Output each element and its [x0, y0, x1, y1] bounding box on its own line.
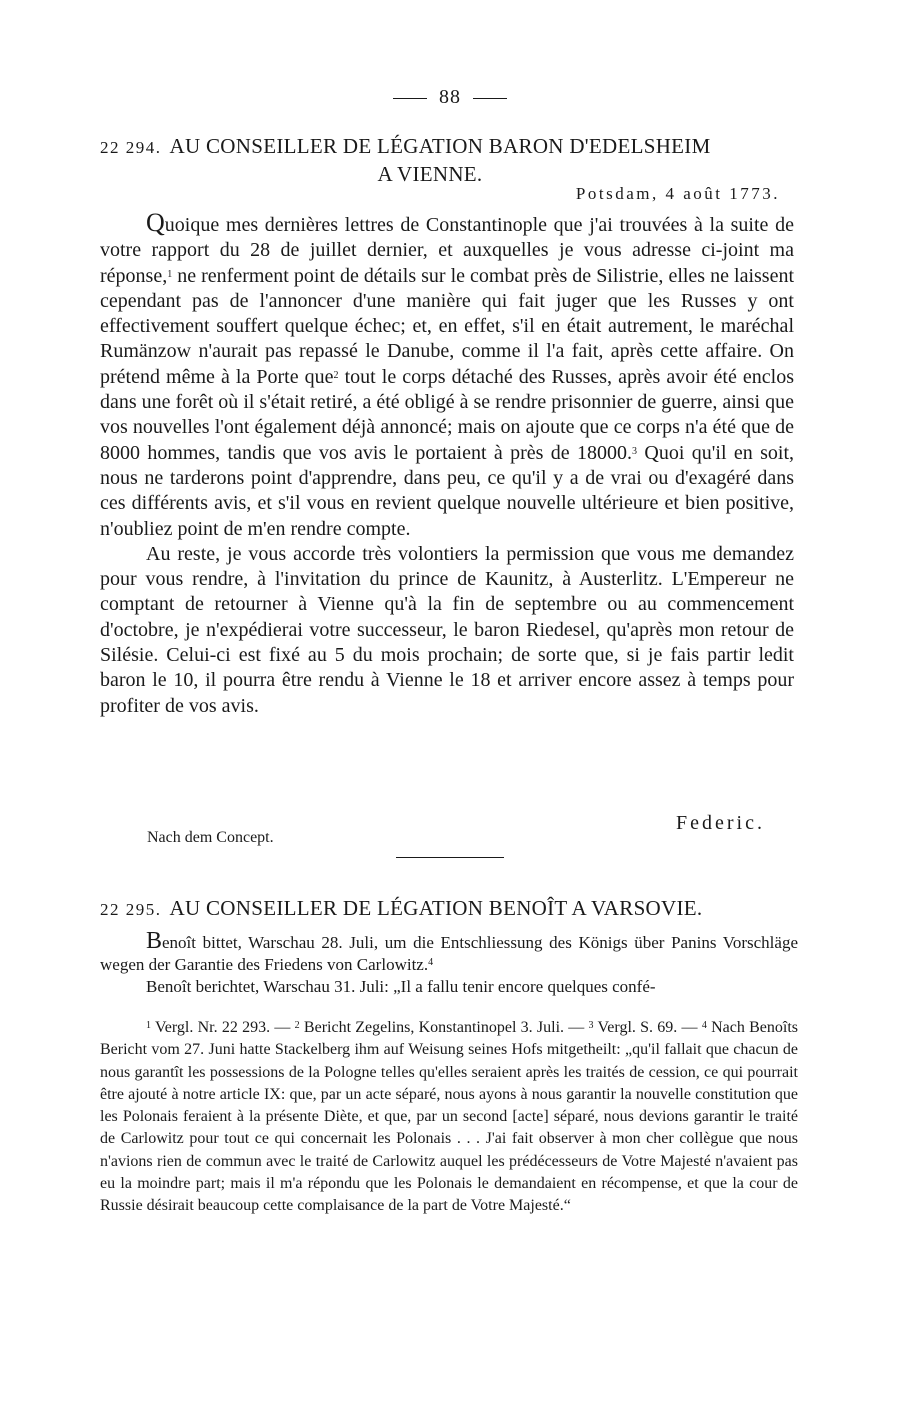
letter-2-body: [100, 928, 798, 997]
letter-1-paragraph-1: [100, 210, 794, 542]
footnote-text: Vergl. S. 69. —: [593, 1019, 702, 1036]
page-number-dash-right: [473, 98, 507, 99]
signature: Federic.: [676, 812, 765, 834]
footnote-ref-1: 1: [167, 268, 173, 280]
page-number: [0, 86, 900, 109]
drop-cap: Q: [146, 208, 165, 237]
footnote-ref-2: 2: [333, 369, 339, 381]
footnote-ref-3: 3: [632, 445, 638, 457]
letter-2-paragraph-2: Benoît berichtet, Warschau 31. Juli: „Il a fallu tenir encore quelques confé-: [146, 976, 656, 996]
footnote-marker-4: 4: [701, 1020, 707, 1031]
text-run: ne renferment point de détails sur le combat près de Silistrie, elles ne laissent cependant pas de l'annoncer d'une manière qui fait juger que les Russes y ont effectivement souffert quelque échec; et, en effet, s'il en était autrement, le maréchal Rumänzow n'aurait pas repassé le Danube, comme il l'a fait, après cette affaire. On prétend même à la Porte que: [100, 264, 794, 388]
drop-cap: B: [146, 928, 163, 954]
source-note: Nach dem Concept.: [147, 829, 274, 846]
page-number-value: 88: [439, 86, 461, 108]
text-run: enoît bittet, Warschau 28. Juli, um die Entschliessung des Königs über Panins Vorschläge wegen der Garantie des Friedens von Carlowitz.: [100, 933, 798, 974]
footnote-marker-1: 1: [146, 1020, 151, 1031]
letter-2-heading-text: AU CONSEILLER DE LÉGATION BENOÎT A VARSOVIE.: [169, 896, 703, 920]
text-run: uoique mes dernières lettres de Constantinople que j'ai trouvées à la suite de votre rapport du 28 de juillet dernier, et auxquelles je vous adresse ci-joint ma réponse,: [100, 214, 794, 287]
footnotes: [100, 1017, 798, 1218]
letter-1-heading: [100, 133, 800, 187]
letter-1-heading-line2: A VIENNE.: [377, 162, 483, 186]
letter-1-heading-line1: AU CONSEILLER DE LÉGATION BARON D'EDELSHEIM: [169, 134, 711, 158]
page-number-dash-left: [393, 98, 427, 99]
text-run: tout le corps détaché des Russes, après avoir été enclos dans une forêt où il s'était retiré, a été obligé à se rendre prisonnier de guerre, ainsi que vos nouvelles l'ont également déjà annoncé; mais on ajoute que ce corps n'a été que de 8000 hommes, tandis que vos avis le portaient à près de 18000.: [100, 365, 794, 464]
footnote-text: Nach Benoîts Bericht vom 27. Juni hatte Stackelberg ihm auf Weisung seines Hofs mitgetheilt: „qu'il fallait que chacun de nous garantît les possessions de la Pologne telles qu'elles seraient après les traités de cession, ce qui pourrait être ajouté à notre article IX: que, par un acte séparé, nous ayons à nous garantir la nouvelle constitution que les Polonais feraient à la présente Diète, et que, par un second [acte] séparé, nous devions garantir le traité de Carlowitz pour tout ce qui concernait les Polonais . . . J'ai fait observer à mon cher collègue que nous n'avions rien de commun avec le traité de Carlowitz auquel les prédécesseurs de Votre Majesté n'avaient pas eu la moindre part; mais il m'a répondu que les Polonais le demandaient en récompense, et que la cour de Russie désirait beaucoup cette complaisance de la part de Votre Majesté.“: [100, 1019, 798, 1215]
letter-1-place-date: Potsdam, 4 août 1773.: [575, 184, 780, 203]
letter-1-body: [100, 210, 794, 719]
text-run: Quoi qu'il en soit, nous ne tarderons point d'apprendre, dans peu, ce qu'il y a de vrai ou d'exagéré dans ces différents avis, et s'il vous en revient quelque nouvelle ultérieure et bien positive, n'oubliez point de m'en rendre compte.: [100, 441, 794, 540]
footnote-text: Vergl. Nr. 22 293. —: [154, 1019, 295, 1036]
letter-2-number: 22 295.: [100, 900, 162, 919]
letter-1-paragraph-2: Au reste, je vous accorde très volontiers la permission que vous me demandez pour vous rendre, à l'invitation du prince de Kaunitz, à Austerlitz. L'Empereur ne comptant de retourner à Vienne qu'à la fin de septembre ou au commencement d'octobre, je n'expédierai votre successeur, le baron Riedesel, qu'après mon retour de Silésie. Celui-ci est fixé au 5 du mois prochain; de sorte que, si je fais partir ledit baron le 10, il pourra être rendu à Vienne le 18 et arriver encore assez à temps pour profiter de vos avis.: [100, 542, 794, 717]
footnote-text: Bericht Zegelins, Konstantinopel 3. Juli. —: [299, 1019, 589, 1036]
letter-2-paragraph-1: [100, 928, 798, 976]
letter-1-number: 22 294.: [100, 138, 162, 157]
footnote-marker-2: 2: [294, 1020, 300, 1031]
section-divider: [396, 857, 504, 858]
footnote-ref-4: 4: [428, 956, 434, 968]
footnote-marker-3: 3: [588, 1020, 594, 1031]
letter-2-heading: [100, 895, 800, 923]
